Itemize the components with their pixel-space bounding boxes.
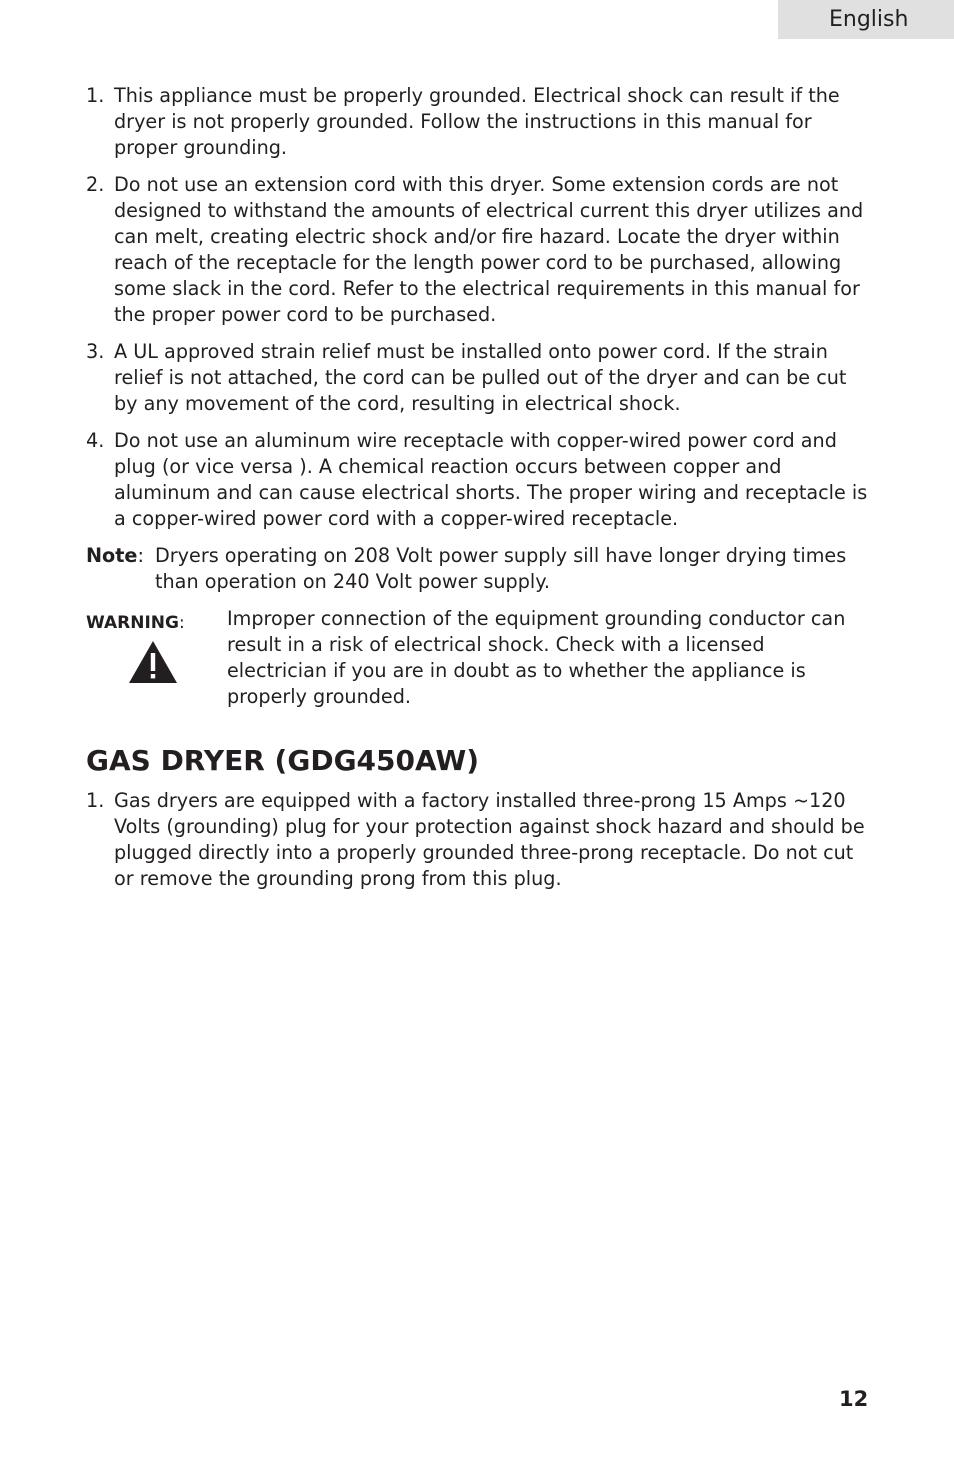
warning-triangle-icon	[128, 640, 178, 684]
page-number: 12	[839, 1387, 869, 1411]
list-item	[86, 788, 868, 892]
list-item	[86, 172, 868, 328]
list-item	[86, 428, 868, 532]
section-title: GAS DRYER (GDG450AW)	[86, 744, 480, 777]
list-item-text: Do not use an aluminum wire receptacle with copper-wired power cord and plug (or vice versa ). A chemical reaction occurs between copper and aluminum and can cause electrical shorts. The proper wiring and receptacle is a copper-wired power cord with a copper-wired receptacle.	[114, 429, 868, 530]
note-block	[86, 543, 868, 595]
list-item-number: 1.	[86, 84, 105, 107]
list-item	[86, 83, 868, 161]
note-label: Note:	[86, 544, 144, 567]
note-text: Dryers operating on 208 Volt power supply sill have longer drying times than operation on 240 Volt power supply.	[155, 544, 847, 593]
list-item-text: A UL approved strain relief must be installed onto power cord. If the strain relief is not attached, the cord can be pulled out of the dryer and can be cut by any movement of the cord, resulting in electrical shock.	[114, 340, 847, 415]
list-item-number: 4.	[86, 429, 105, 452]
warning-block	[86, 606, 868, 710]
page-content	[86, 83, 868, 903]
list-item-text: Gas dryers are equipped with a factory installed three-prong 15 Amps ~120 Volts (grounding) plug for your protection against shock hazard and should be plugged directly into a properly grounded three-prong receptacle. Do not cut or remove the grounding prong from this plug.	[114, 789, 865, 890]
warning-text: Improper connection of the equipment grounding conductor can result in a risk of electrical shock. Check with a licensed electrician if you are in doubt as to whether the appliance is properly grounded.	[227, 607, 846, 708]
list-item-text: This appliance must be properly grounded. Electrical shock can result if the dryer is not properly grounded. Follow the instructions in this manual for proper grounding.	[114, 84, 840, 159]
language-tab: English	[778, 0, 954, 39]
list-item-number: 1.	[86, 789, 105, 812]
list-item-text: Do not use an extension cord with this dryer. Some extension cords are not designed to withstand the amounts of electrical current this dryer utilizes and can melt, creating electric shock and/or fire hazard. Locate the dryer within reach of the receptacle for the length power cord to be purchased, allowing some slack in the cord. Refer to the electrical requirements in this manual for the proper power cord to be purchased.	[114, 173, 864, 326]
warning-label: WARNING:	[86, 613, 185, 633]
list-item-number: 2.	[86, 173, 105, 196]
list-item-number: 3.	[86, 340, 105, 363]
list-item	[86, 339, 868, 417]
